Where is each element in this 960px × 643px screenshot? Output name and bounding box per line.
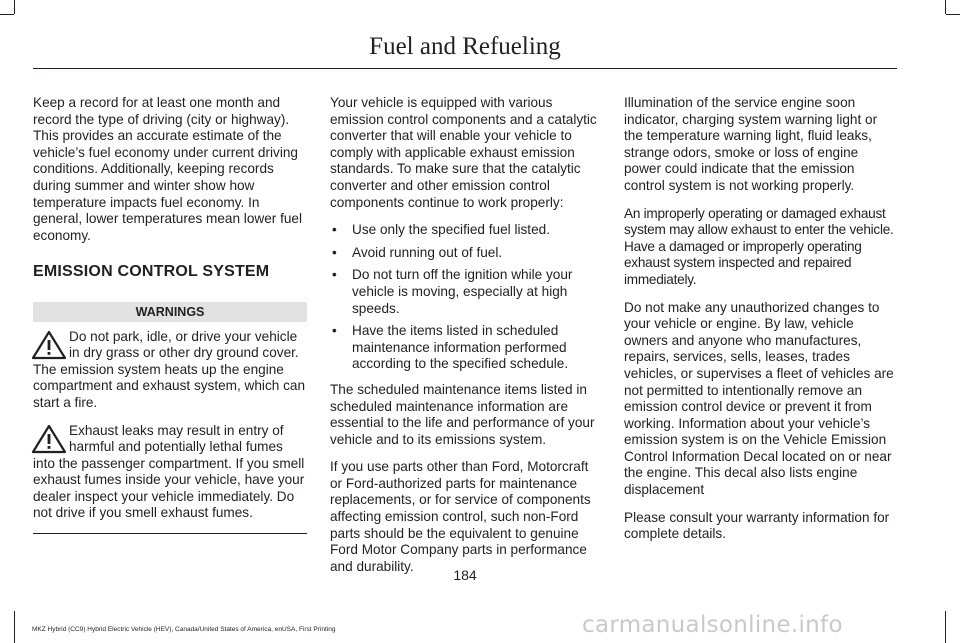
list-item: • Avoid running out of fuel. <box>330 245 602 262</box>
fuel-record-paragraph: Keep a record for at least one month and record the type of driving (city or highway). This provides an accurate estimate of the vehicle’s fuel economy under current driving conditions. Additionally, keeping records during summer and winter show how temperature impacts fuel economy. In general, lower temperatures mean lower fuel economy. <box>33 95 302 243</box>
warning-text-1: Do not park, idle, or drive your vehicle in dry grass or other dry ground cover. The emission system heats up the engine compartment and exhaust system, which can start a fire. <box>33 328 306 410</box>
column-middle <box>330 95 602 586</box>
crop-mark-top-left <box>0 14 14 15</box>
column-right <box>624 95 896 554</box>
page-title: Fuel and Refueling <box>369 33 561 60</box>
crop-mark-top-right-vertical <box>945 0 946 14</box>
parts-paragraph: If you use parts other than Ford, Motorcraft or Ford-authorized parts for maintenance replacements, or for service of components affecting emission control, such non-Ford parts should be the equivalent to genuine Ford Motor Company parts in performance and durability. <box>330 459 591 574</box>
warning-text-2: Exhaust leaks may result in entry of harmful and potentially lethal fumes into the passenger compartment. If you smell exhaust fumes inside your vehicle, have your dealer inspect your vehicle immediately. Do not drive if you smell exhaust fumes. <box>33 422 305 521</box>
emission-bullet-list <box>330 222 602 373</box>
warning-block-1 <box>33 329 307 412</box>
crop-mark-top-right <box>946 14 960 15</box>
crop-mark-bottom-right <box>945 611 946 643</box>
warning-block-2 <box>33 423 307 523</box>
warnings-label: WARNINGS <box>33 302 307 322</box>
list-item: • Have the items listed in scheduled maintenance information performed according to the specified schedule. <box>330 323 602 373</box>
page-number: 184 <box>453 567 477 583</box>
warranty-paragraph: Please consult your warranty information for complete details. <box>624 509 890 542</box>
crop-mark-bottom-left <box>14 611 15 643</box>
warnings-divider <box>33 533 307 534</box>
unauthorized-changes-paragraph: Do not make any unauthorized changes to your vehicle or engine. By law, vehicle owners and anyone who manufactures, repairs, services, sells, leases, trades vehicles, or supervises a fleet of vehicles are not permitted to intentionally remove an emission control device or prevent it from working. Information about your vehicle’s emission system is on the Vehicle Emission Control Information Decal located on or near the engine. This decal also lists engine displacement <box>624 299 894 498</box>
illumination-paragraph: Illumination of the service engine soon indicator, charging system warning light or the temperature warning light, fluid leaks, strange odors, smoke or loss of engine power could indicate that the emission control system is not working properly. <box>624 95 878 193</box>
watermark: carmanualsonline.info <box>582 612 843 638</box>
exhaust-paragraph: An improperly operating or damaged exhaust system may allow exhaust to enter the vehicle. Have a damaged or improperly operating exhaust system inspected and repaired immediately. <box>624 205 894 287</box>
crop-mark-top-left-vertical <box>14 0 15 14</box>
list-item: • Do not turn off the ignition while your vehicle is moving, especially at high speeds. <box>330 267 602 317</box>
emission-intro-paragraph: Your vehicle is equipped with various emission control components and a catalytic converter that will enable your vehicle to comply with applicable exhaust emission standards. To make sure that the catalytic converter and other emission control components continue to work properly: <box>330 95 597 210</box>
section-heading: EMISSION CONTROL SYSTEM <box>33 263 270 281</box>
column-left <box>33 95 307 534</box>
header-divider <box>33 68 897 69</box>
warning-triangle-icon <box>31 424 67 454</box>
warning-triangle-icon <box>31 330 67 360</box>
list-item: • Use only the specified fuel listed. <box>330 222 602 239</box>
maintenance-paragraph: The scheduled maintenance items listed in scheduled maintenance information are essential to the life and performance of your vehicle and to its emissions system. <box>330 381 595 447</box>
document-footer: MKZ Hybrid (CC9) Hybrid Electric Vehicle (HEV), Canada/United States of America, enUSA, First Printing <box>32 626 336 633</box>
